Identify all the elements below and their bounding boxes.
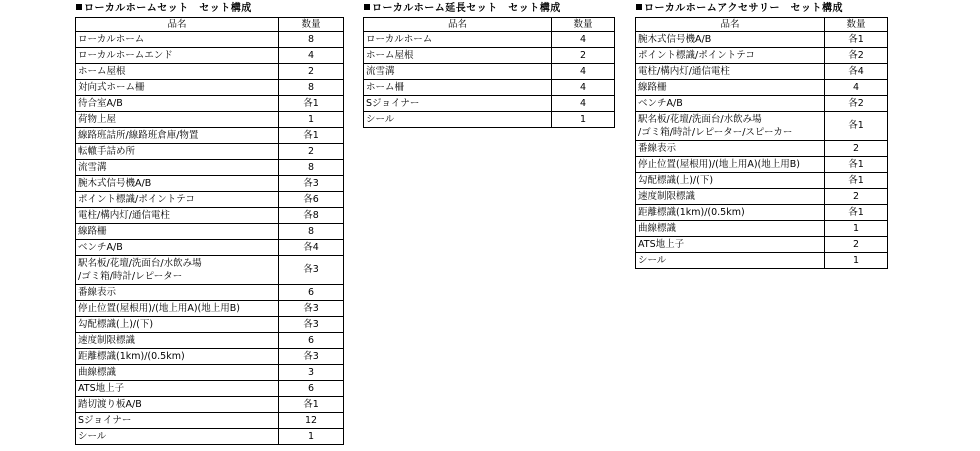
item-name: 曲線標識	[76, 365, 279, 381]
item-name: 荷物上屋	[76, 112, 279, 128]
table-row	[76, 32, 344, 48]
column-header-name: 品名	[76, 18, 279, 32]
item-quantity: 2	[825, 237, 888, 253]
item-name: ローカルホーム	[364, 32, 552, 48]
table-row	[76, 240, 344, 256]
item-name: 腕木式信号機A/B	[636, 32, 825, 48]
item-name: シール	[76, 429, 279, 445]
table-row	[364, 48, 615, 64]
item-quantity: 2	[279, 144, 344, 160]
item-name: ホーム柵	[364, 80, 552, 96]
item-quantity: 6	[279, 285, 344, 301]
item-name: 番線表示	[76, 285, 279, 301]
table-row	[636, 64, 888, 80]
table-row	[636, 80, 888, 96]
table-row	[636, 173, 888, 189]
table-row	[76, 112, 344, 128]
item-quantity: 各1	[825, 112, 888, 141]
table-row	[636, 253, 888, 269]
table-row	[76, 256, 344, 285]
table-row	[76, 381, 344, 397]
item-quantity: 1	[279, 112, 344, 128]
item-name: 勾配標識(上)/(下)	[636, 173, 825, 189]
item-name: 電柱/構内灯/通信電柱	[636, 64, 825, 80]
table-row	[364, 112, 615, 128]
item-name: 距離標識(1km)/(0.5km)	[76, 349, 279, 365]
item-name: 踏切渡り板A/B	[76, 397, 279, 413]
item-name: 流雪溝	[76, 160, 279, 176]
item-quantity: 各1	[825, 157, 888, 173]
column-header-name: 品名	[364, 18, 552, 32]
item-name: ホーム屋根	[76, 64, 279, 80]
item-name: Sジョイナー	[364, 96, 552, 112]
table-row	[636, 189, 888, 205]
table-row	[636, 141, 888, 157]
table-row	[76, 365, 344, 381]
table-row	[364, 80, 615, 96]
column-header-name: 品名	[636, 18, 825, 32]
item-name: ローカルホームエンド	[76, 48, 279, 64]
item-quantity: 各1	[279, 397, 344, 413]
table-row	[364, 32, 615, 48]
item-quantity: 1	[279, 429, 344, 445]
item-quantity: 4	[552, 96, 615, 112]
local-home-extension-set-block	[363, 0, 615, 128]
item-name: 対向式ホーム柵	[76, 80, 279, 96]
local-home-set-title: ローカルホームセット セット構成	[75, 0, 344, 17]
item-name: 待合室A/B	[76, 96, 279, 112]
item-name: 番線表示	[636, 141, 825, 157]
table-row	[76, 64, 344, 80]
table-row	[636, 96, 888, 112]
table-row	[636, 112, 888, 141]
item-quantity: 2	[279, 64, 344, 80]
table-row	[636, 237, 888, 253]
item-quantity: 12	[279, 413, 344, 429]
table-row	[364, 96, 615, 112]
item-quantity: 2	[825, 189, 888, 205]
item-name: 速度制限標識	[76, 333, 279, 349]
table-row	[636, 205, 888, 221]
local-home-extension-set-title: ローカルホーム延長セット セット構成	[363, 0, 615, 17]
table-row	[76, 48, 344, 64]
item-quantity: 1	[825, 221, 888, 237]
table-row	[76, 192, 344, 208]
item-quantity: 8	[279, 224, 344, 240]
item-name: ベンチA/B	[636, 96, 825, 112]
table-row	[76, 160, 344, 176]
item-name: 線路柵	[76, 224, 279, 240]
item-name: シール	[636, 253, 825, 269]
item-quantity: 8	[279, 80, 344, 96]
item-quantity: 各3	[279, 349, 344, 365]
table-row	[636, 221, 888, 237]
table-row	[76, 144, 344, 160]
item-name: 線路班詰所/線路班倉庫/物置	[76, 128, 279, 144]
table-row	[76, 429, 344, 445]
item-quantity: 6	[279, 333, 344, 349]
item-name: ポイント標識/ポイントテコ	[76, 192, 279, 208]
item-quantity: 各1	[825, 32, 888, 48]
table-row	[76, 413, 344, 429]
item-quantity: 8	[279, 32, 344, 48]
table-row	[364, 64, 615, 80]
item-name: ベンチA/B	[76, 240, 279, 256]
item-quantity: 2	[552, 48, 615, 64]
item-name: 流雪溝	[364, 64, 552, 80]
item-quantity: 各3	[279, 256, 344, 285]
item-quantity: 4	[825, 80, 888, 96]
item-quantity: 2	[825, 141, 888, 157]
item-quantity: 4	[279, 48, 344, 64]
item-quantity: 各4	[279, 240, 344, 256]
item-name: 勾配標識(上)/(下)	[76, 317, 279, 333]
table-header-row	[76, 18, 344, 32]
table-header-row	[636, 18, 888, 32]
table-row	[636, 32, 888, 48]
local-home-accessory-set-title: ローカルホームアクセサリー セット構成	[635, 0, 888, 17]
table-row	[76, 349, 344, 365]
table-row	[76, 208, 344, 224]
square-bullet-icon	[636, 4, 642, 10]
item-quantity: 各4	[825, 64, 888, 80]
item-quantity: 各2	[825, 96, 888, 112]
item-name: 停止位置(屋根用)/(地上用A)(地上用B)	[636, 157, 825, 173]
item-quantity: 4	[552, 80, 615, 96]
local-home-set-table	[75, 17, 344, 445]
item-name: 曲線標識	[636, 221, 825, 237]
item-quantity: 各3	[279, 301, 344, 317]
item-name: ホーム屋根	[364, 48, 552, 64]
table-row	[636, 157, 888, 173]
table-row	[76, 317, 344, 333]
item-quantity: 各6	[279, 192, 344, 208]
item-quantity: 各3	[279, 317, 344, 333]
item-name: ATS地上子	[636, 237, 825, 253]
item-name: 腕木式信号機A/B	[76, 176, 279, 192]
square-bullet-icon	[364, 4, 370, 10]
item-quantity: 4	[552, 64, 615, 80]
item-quantity: 3	[279, 365, 344, 381]
local-home-extension-set-table	[363, 17, 615, 128]
item-quantity: 1	[825, 253, 888, 269]
column-header-qty: 数量	[825, 18, 888, 32]
item-quantity: 各1	[279, 96, 344, 112]
local-home-set-block	[75, 0, 344, 445]
item-quantity: 6	[279, 381, 344, 397]
item-name: シール	[364, 112, 552, 128]
table-row	[76, 224, 344, 240]
table-row	[636, 48, 888, 64]
local-home-accessory-set-table	[635, 17, 888, 269]
item-quantity: 8	[279, 160, 344, 176]
table-row	[76, 301, 344, 317]
item-quantity: 各1	[825, 173, 888, 189]
column-header-qty: 数量	[552, 18, 615, 32]
item-quantity: 各2	[825, 48, 888, 64]
item-name: 駅名板/花壇/洗面台/水飲み場 /ゴミ箱/時計/レピーター/スピーカー	[636, 112, 825, 141]
table-row	[76, 96, 344, 112]
item-name: ATS地上子	[76, 381, 279, 397]
item-quantity: 1	[552, 112, 615, 128]
item-name: Sジョイナー	[76, 413, 279, 429]
table-row	[76, 128, 344, 144]
item-name: ポイント標識/ポイントテコ	[636, 48, 825, 64]
square-bullet-icon	[76, 4, 82, 10]
table-row	[76, 80, 344, 96]
table-row	[76, 176, 344, 192]
table-row	[76, 285, 344, 301]
item-name: 速度制限標識	[636, 189, 825, 205]
item-name: 転轍手詰め所	[76, 144, 279, 160]
item-quantity: 4	[552, 32, 615, 48]
item-quantity: 各1	[825, 205, 888, 221]
table-row	[76, 397, 344, 413]
column-header-qty: 数量	[279, 18, 344, 32]
item-quantity: 各3	[279, 176, 344, 192]
item-quantity: 各8	[279, 208, 344, 224]
item-name: 距離標識(1km)/(0.5km)	[636, 205, 825, 221]
table-row	[76, 333, 344, 349]
item-quantity: 各1	[279, 128, 344, 144]
item-name: ローカルホーム	[76, 32, 279, 48]
item-name: 線路柵	[636, 80, 825, 96]
item-name: 駅名板/花壇/洗面台/水飲み場 /ゴミ箱/時計/レピーター	[76, 256, 279, 285]
item-name: 停止位置(屋根用)/(地上用A)(地上用B)	[76, 301, 279, 317]
table-header-row	[364, 18, 615, 32]
local-home-accessory-set-block	[635, 0, 888, 269]
item-name: 電柱/構内灯/通信電柱	[76, 208, 279, 224]
